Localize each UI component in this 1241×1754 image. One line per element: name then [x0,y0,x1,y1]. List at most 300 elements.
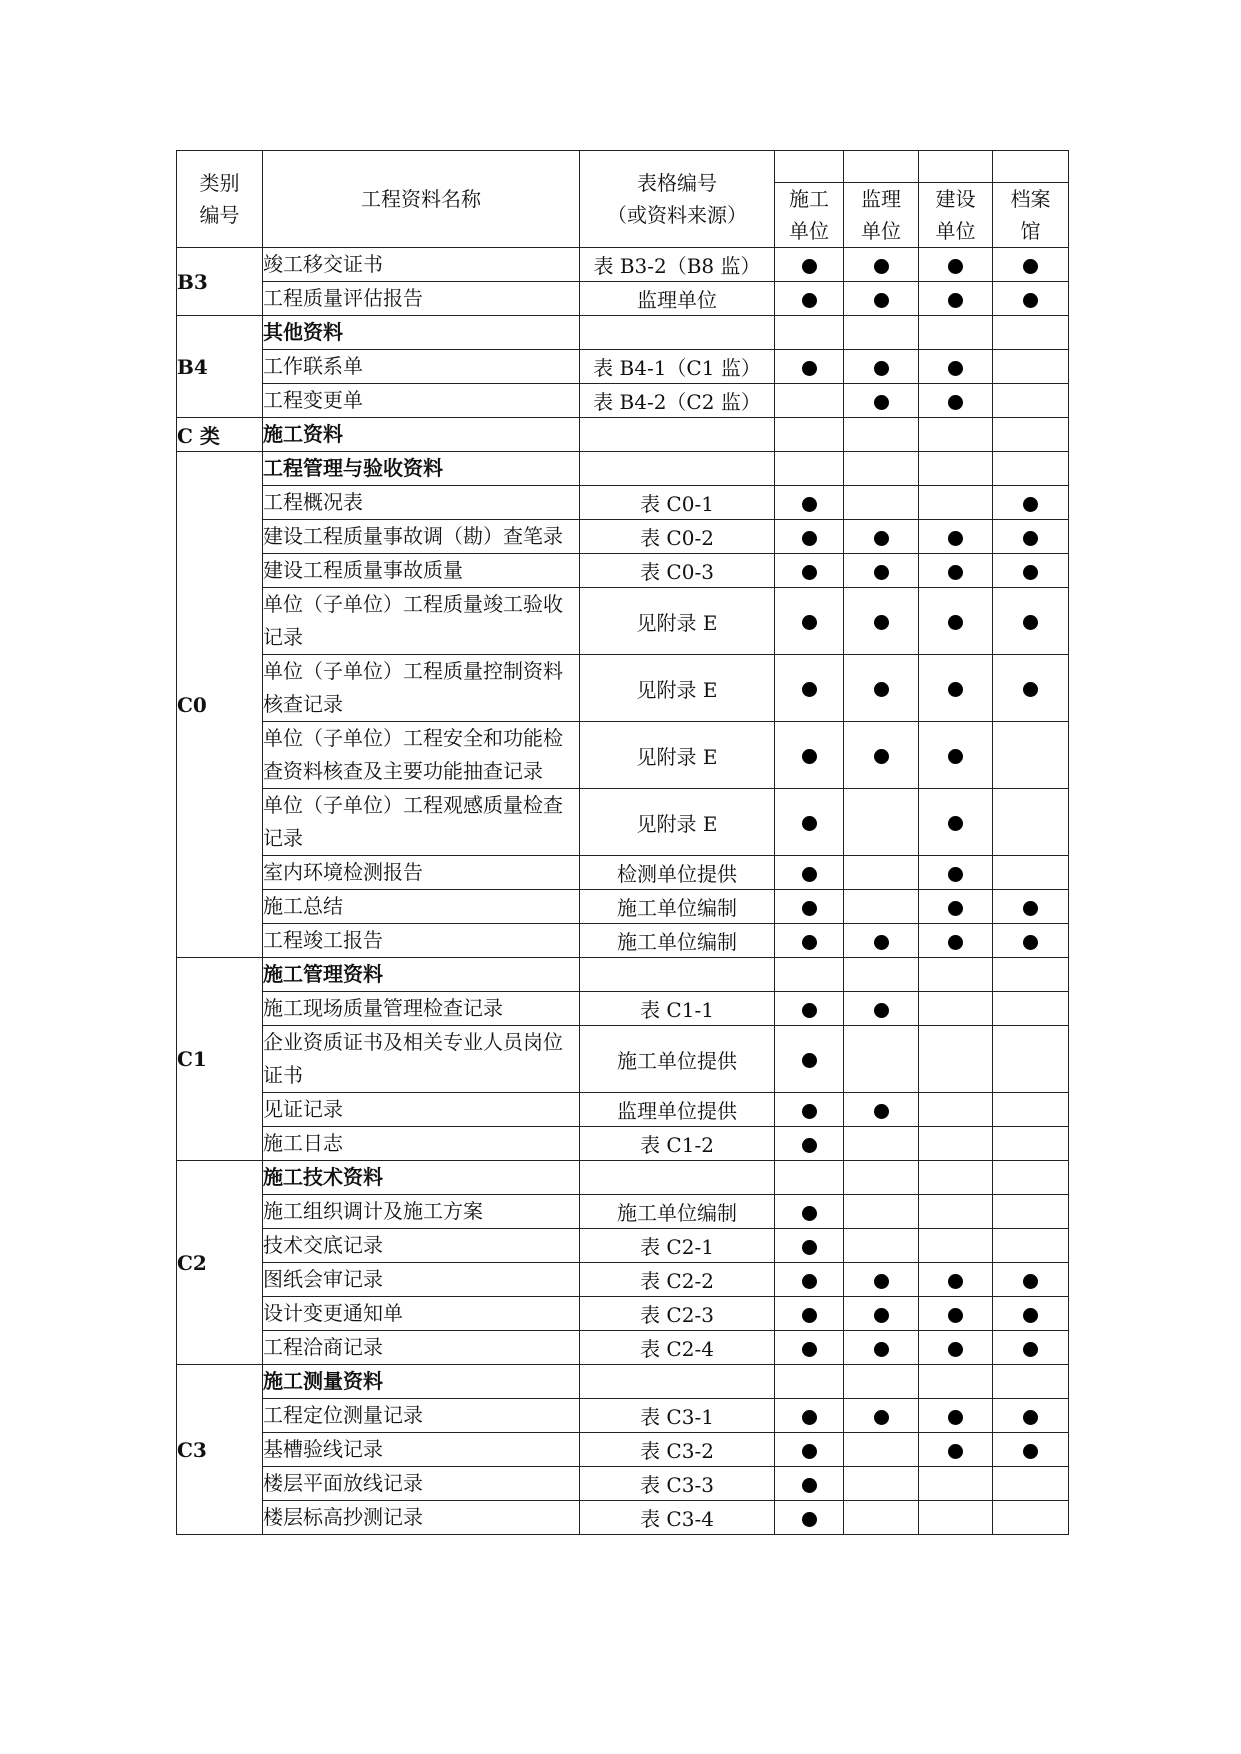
mark-cell [919,924,993,958]
mark-cell [775,1501,844,1535]
mark-cell [775,588,844,655]
mark-cell [993,1229,1069,1263]
filled-circle-icon [1023,615,1038,630]
mark-cell [919,1263,993,1297]
header-party-construction: 施工单位 [775,183,844,248]
filled-circle-icon [948,901,963,916]
mark-cell [775,1433,844,1467]
mark-cell [775,1093,844,1127]
filled-circle-icon [802,935,817,950]
header-blank [775,151,844,183]
mark-cell [775,520,844,554]
filled-circle-icon [802,1104,817,1119]
mark-cell [775,1297,844,1331]
mark-cell [844,1093,919,1127]
filled-circle-icon [802,293,817,308]
section-title: 工程管理与验收资料 [263,452,580,486]
filled-circle-icon [874,1274,889,1289]
filled-circle-icon [874,1410,889,1425]
mark-cell [844,452,919,486]
mark-cell [775,452,844,486]
document-name: 单位（子单位）工程安全和功能检查资料核查及主要功能抽查记录 [263,722,580,789]
mark-cell [844,1297,919,1331]
mark-cell [844,655,919,722]
form-source-cell [580,316,775,350]
document-name: 工程定位测量记录 [263,1399,580,1433]
mark-cell [993,789,1069,856]
header-name: 工程资料名称 [263,151,580,248]
filled-circle-icon [948,615,963,630]
mark-cell [993,1263,1069,1297]
mark-cell [775,722,844,789]
header-form-number [580,151,775,248]
mark-cell [775,1026,844,1093]
filled-circle-icon [802,1240,817,1255]
mark-cell [993,992,1069,1026]
mark-cell [919,384,993,418]
mark-cell [993,924,1069,958]
mark-cell [919,1229,993,1263]
filled-circle-icon [948,293,963,308]
document-name: 企业资质证书及相关专业人员岗位证书 [263,1026,580,1093]
mark-cell [775,924,844,958]
filled-circle-icon [874,293,889,308]
mark-cell [775,1365,844,1399]
form-source: 施工单位编制 [580,890,775,924]
mark-cell [919,1093,993,1127]
filled-circle-icon [874,361,889,376]
filled-circle-icon [948,682,963,697]
table-row [177,1399,1069,1433]
filled-circle-icon [874,531,889,546]
mark-cell [844,1161,919,1195]
section-title-row [177,316,1069,350]
filled-circle-icon [874,615,889,630]
filled-circle-icon [802,867,817,882]
document-name: 工程变更单 [263,384,580,418]
mark-cell [993,1127,1069,1161]
form-source: 监理单位提供 [580,1093,775,1127]
mark-cell [844,1399,919,1433]
table-row [177,1195,1069,1229]
mark-cell [844,890,919,924]
mark-cell [775,1161,844,1195]
form-source: 表 C0-1 [580,486,775,520]
section-title-row [177,1365,1069,1399]
form-source: 表 C3-2 [580,1433,775,1467]
form-source: 监理单位 [580,282,775,316]
mark-cell [775,316,844,350]
form-source: 表 C0-2 [580,520,775,554]
filled-circle-icon [802,816,817,831]
mark-cell [993,655,1069,722]
filled-circle-icon [802,1206,817,1221]
document-name: 工程洽商记录 [263,1331,580,1365]
mark-cell [775,890,844,924]
filled-circle-icon [874,935,889,950]
mark-cell [775,1467,844,1501]
form-source: 见附录 E [580,655,775,722]
document-name: 施工日志 [263,1127,580,1161]
mark-cell [775,1331,844,1365]
filled-circle-icon [948,1342,963,1357]
mark-cell [919,1467,993,1501]
filled-circle-icon [1023,935,1038,950]
filled-circle-icon [874,565,889,580]
mark-cell [775,856,844,890]
header-party-owner: 建设单位 [919,183,993,248]
document-name: 设计变更通知单 [263,1297,580,1331]
mark-cell [775,282,844,316]
mark-cell [844,856,919,890]
table-row [177,520,1069,554]
document-name: 施工组织调计及施工方案 [263,1195,580,1229]
filled-circle-icon [802,531,817,546]
mark-cell [844,418,919,452]
mark-cell [775,350,844,384]
form-source-cell [580,1161,775,1195]
mark-cell [919,789,993,856]
mark-cell [844,1331,919,1365]
form-source-cell [580,452,775,486]
table-row [177,890,1069,924]
form-source: 检测单位提供 [580,856,775,890]
document-name: 建设工程质量事故质量 [263,554,580,588]
filled-circle-icon [948,1308,963,1323]
table-row [177,1229,1069,1263]
mark-cell [844,588,919,655]
form-source: 施工单位提供 [580,1026,775,1093]
mark-cell [919,1297,993,1331]
form-source: 见附录 E [580,789,775,856]
mark-cell [919,486,993,520]
filled-circle-icon [948,749,963,764]
mark-cell [775,248,844,282]
mark-cell [919,1433,993,1467]
table-row [177,1263,1069,1297]
filled-circle-icon [1023,259,1038,274]
mark-cell [844,924,919,958]
filled-circle-icon [948,1410,963,1425]
filled-circle-icon [948,565,963,580]
filled-circle-icon [948,1444,963,1459]
form-source: 施工单位编制 [580,924,775,958]
mark-cell [919,520,993,554]
mark-cell [844,1195,919,1229]
form-source: 见附录 E [580,588,775,655]
mark-cell [919,722,993,789]
filled-circle-icon [802,259,817,274]
form-source: 表 C3-4 [580,1501,775,1535]
document-name: 单位（子单位）工程质量控制资料核查记录 [263,655,580,722]
table-row [177,384,1069,418]
mark-cell [775,486,844,520]
header-form-number-line2: （或资料来源） [607,203,747,227]
table-row [177,924,1069,958]
mark-cell [993,248,1069,282]
filled-circle-icon [1023,1308,1038,1323]
mark-cell [919,1026,993,1093]
table-row [177,1331,1069,1365]
document-name: 工程概况表 [263,486,580,520]
table-row [177,1501,1069,1535]
mark-cell [919,1195,993,1229]
filled-circle-icon [948,816,963,831]
category-code: C1 [177,958,263,1161]
filled-circle-icon [802,615,817,630]
table-row [177,1297,1069,1331]
filled-circle-icon [802,1308,817,1323]
form-source-cell [580,1365,775,1399]
mark-cell [993,350,1069,384]
form-source: 表 C3-3 [580,1467,775,1501]
filled-circle-icon [1023,531,1038,546]
document-name: 室内环境检测报告 [263,856,580,890]
section-title-row [177,958,1069,992]
mark-cell [844,1229,919,1263]
mark-cell [919,1365,993,1399]
mark-cell [844,350,919,384]
mark-cell [844,1026,919,1093]
mark-cell [844,316,919,350]
mark-cell [844,958,919,992]
table-row [177,722,1069,789]
document-name: 基槽验线记录 [263,1433,580,1467]
filled-circle-icon [802,497,817,512]
document-name: 单位（子单位）工程观感质量检查记录 [263,789,580,856]
mark-cell [844,1433,919,1467]
mark-cell [993,452,1069,486]
section-title: 其他资料 [263,316,580,350]
document-name: 工程竣工报告 [263,924,580,958]
section-title: 施工技术资料 [263,1161,580,1195]
mark-cell [993,554,1069,588]
mark-cell [775,992,844,1026]
filled-circle-icon [1023,497,1038,512]
filled-circle-icon [874,682,889,697]
header-row [177,151,1069,183]
mark-cell [919,588,993,655]
mark-cell [993,1331,1069,1365]
mark-cell [993,520,1069,554]
filled-circle-icon [948,259,963,274]
form-source: 见附录 E [580,722,775,789]
table-row [177,1026,1069,1093]
document-name: 建设工程质量事故调（勘）查笔录 [263,520,580,554]
form-source: 表 B4-2（C2 监） [580,384,775,418]
form-source: 表 C2-2 [580,1263,775,1297]
document-name: 施工现场质量管理检查记录 [263,992,580,1026]
table-row [177,554,1069,588]
category-code: C2 [177,1161,263,1365]
mark-cell [993,316,1069,350]
category-code: B4 [177,316,263,418]
table-row [177,789,1069,856]
mark-cell [844,789,919,856]
document-name: 楼层标高抄测记录 [263,1501,580,1535]
mark-cell [993,282,1069,316]
filled-circle-icon [874,259,889,274]
mark-cell [844,1501,919,1535]
filled-circle-icon [1023,901,1038,916]
filled-circle-icon [1023,293,1038,308]
section-title-row [177,1161,1069,1195]
form-source: 表 C2-1 [580,1229,775,1263]
mark-cell [993,1195,1069,1229]
filled-circle-icon [874,749,889,764]
form-source: 施工单位编制 [580,1195,775,1229]
mark-cell [775,1399,844,1433]
header-category-code: 类别编号 [177,151,263,248]
filled-circle-icon [948,531,963,546]
document-name: 竣工移交证书 [263,248,580,282]
document-name: 技术交底记录 [263,1229,580,1263]
mark-cell [993,588,1069,655]
mark-cell [844,722,919,789]
filled-circle-icon [1023,1274,1038,1289]
form-source: 表 C0-3 [580,554,775,588]
filled-circle-icon [1023,682,1038,697]
table-row [177,350,1069,384]
mark-cell [775,958,844,992]
mark-cell [919,1127,993,1161]
mark-cell [993,958,1069,992]
document-name: 楼层平面放线记录 [263,1467,580,1501]
filled-circle-icon [802,682,817,697]
mark-cell [993,486,1069,520]
mark-cell [993,856,1069,890]
mark-cell [844,554,919,588]
filled-circle-icon [874,1003,889,1018]
mark-cell [844,248,919,282]
category-code: C3 [177,1365,263,1535]
mark-cell [844,1467,919,1501]
mark-cell [919,1161,993,1195]
section-title-row [177,418,1069,452]
table-row [177,1433,1069,1467]
header-party-archive: 档案馆 [993,183,1069,248]
filled-circle-icon [802,1274,817,1289]
filled-circle-icon [948,935,963,950]
mark-cell [919,1399,993,1433]
filled-circle-icon [948,867,963,882]
category-code: B3 [177,248,263,316]
form-source: 表 C2-4 [580,1331,775,1365]
filled-circle-icon [802,749,817,764]
filled-circle-icon [802,1138,817,1153]
section-title: 施工测量资料 [263,1365,580,1399]
mark-cell [919,316,993,350]
filled-circle-icon [1023,1410,1038,1425]
section-title: 施工资料 [263,418,580,452]
document-name: 单位（子单位）工程质量竣工验收记录 [263,588,580,655]
form-source: 表 C2-3 [580,1297,775,1331]
mark-cell [775,418,844,452]
mark-cell [844,1263,919,1297]
mark-cell [919,655,993,722]
header-blank [844,151,919,183]
mark-cell [775,1127,844,1161]
filled-circle-icon [1023,1342,1038,1357]
table-row [177,588,1069,655]
form-source: 表 B3-2（B8 监） [580,248,775,282]
filled-circle-icon [802,1003,817,1018]
filled-circle-icon [802,565,817,580]
mark-cell [775,1195,844,1229]
mark-cell [844,1127,919,1161]
mark-cell [919,282,993,316]
mark-cell [775,1263,844,1297]
form-source: 表 C1-1 [580,992,775,1026]
filled-circle-icon [802,1512,817,1527]
filled-circle-icon [802,901,817,916]
mark-cell [993,1365,1069,1399]
mark-cell [993,384,1069,418]
table-body [177,151,1069,1535]
mark-cell [993,1297,1069,1331]
form-source: 表 B4-1（C1 监） [580,350,775,384]
table-row [177,856,1069,890]
mark-cell [775,1229,844,1263]
filled-circle-icon [802,1444,817,1459]
mark-cell [993,1433,1069,1467]
document-name: 图纸会审记录 [263,1263,580,1297]
filled-circle-icon [874,1104,889,1119]
mark-cell [993,1093,1069,1127]
header-party-supervision: 监理单位 [844,183,919,248]
header-blank [919,151,993,183]
document-name: 施工总结 [263,890,580,924]
filled-circle-icon [802,1478,817,1493]
mark-cell [844,486,919,520]
table-row [177,992,1069,1026]
mark-cell [919,554,993,588]
filled-circle-icon [802,361,817,376]
mark-cell [993,418,1069,452]
table-row [177,1127,1069,1161]
table-row [177,486,1069,520]
mark-cell [844,1365,919,1399]
table-row [177,1467,1069,1501]
mark-cell [993,1501,1069,1535]
mark-cell [993,1161,1069,1195]
mark-cell [919,1331,993,1365]
mark-cell [775,554,844,588]
table-row [177,655,1069,722]
mark-cell [919,452,993,486]
mark-cell [993,1399,1069,1433]
mark-cell [775,655,844,722]
mark-cell [993,1026,1069,1093]
form-source: 表 C3-1 [580,1399,775,1433]
category-code: C 类 [177,418,263,452]
form-source-cell [580,418,775,452]
mark-cell [844,992,919,1026]
filled-circle-icon [802,1342,817,1357]
document-name: 见证记录 [263,1093,580,1127]
mark-cell [775,384,844,418]
filled-circle-icon [948,1274,963,1289]
filled-circle-icon [1023,1444,1038,1459]
mark-cell [919,248,993,282]
filled-circle-icon [802,1410,817,1425]
mark-cell [919,890,993,924]
section-title-row [177,452,1069,486]
mark-cell [919,418,993,452]
filled-circle-icon [874,1342,889,1357]
filled-circle-icon [874,1308,889,1323]
document-name: 工程质量评估报告 [263,282,580,316]
